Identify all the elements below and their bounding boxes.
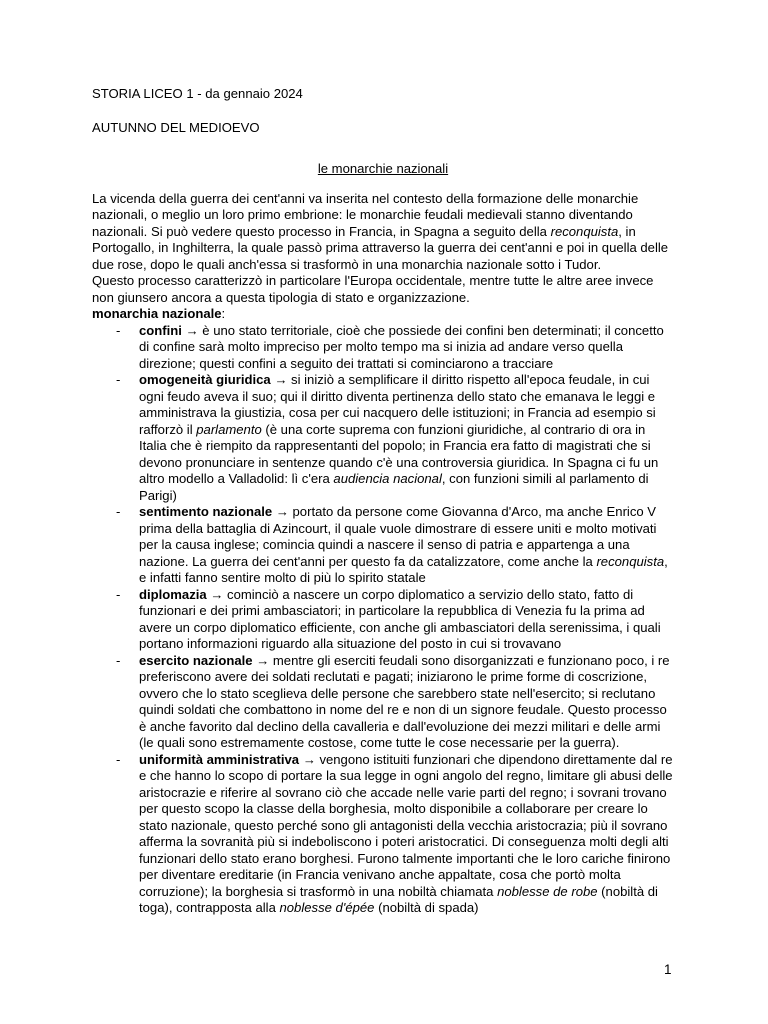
text-run: → è uno stato territoriale, cioè che possiede dei confini ben determinati; il concetto di confine sarà molto impreciso per molto tempo ma si inizia ad andare verso quella direzione; questi confini a seguito dei trattati si cominciarono a tracciare bbox=[139, 322, 664, 371]
list-item-term: uniformità amministrativa bbox=[139, 751, 300, 767]
text-run: Questo processo caratterizzò in particolare l'Europa occidentale, mentre tutte le altre aree invece non giunsero ancora a questa tipologia di stato e organizzazione. bbox=[92, 273, 654, 305]
text-run: , con funzioni simili al parlamento di Parigi) bbox=[139, 471, 649, 503]
text-run: → mentre gli eserciti feudali sono disorganizzati e funzionano poco, i re preferiscono avere dei soldati reclutati e pagati; iniziarono le prime forme di coscrizione, ovvero che lo stato sceglieva delle persone che sarebbero state nell'esercito; si reclutano quindi soldati che combattono in nome del re e non di un signore feudale. Questo processo è anche favorito dal declino della cavalleria e dall'evoluzione dei mezzi militari e delle armi (le quali sono estremamente costose, come tutte le cose necessarie per la guerra). bbox=[139, 652, 670, 750]
bullet-dash: - bbox=[116, 652, 121, 668]
document-header: STORIA LICEO 1 - da gennaio 2024 bbox=[92, 86, 303, 101]
bullet-dash: - bbox=[116, 751, 121, 767]
text-run: , in Portogallo, in Inghilterra, la quale passò prima attraverso la guerra dei cent'anni e poi in quella delle due rose, dopo le quali anch'essa si trasformò in una monarchia nazionale sotto i Tudor. bbox=[92, 223, 669, 272]
document-page bbox=[92, 86, 674, 917]
text-run: → vengono istituiti funzionari che dipendono direttamente dal re e che hanno lo scopo di portare la sua legge in ogni angolo del regno, limitare gli abusi delle aristocrazie e riferire al sovrano ciò che accade nelle varie parti del regno; i sovrani trovano per questo scopo la classe della borghesia, molto disponibile a collaborare per creare lo stato nazionale, questo perché sono gli antagonisti della vecchia aristocrazia; più il sovrano afferma la sovranità più si indeboliscono i poteri aristocratici. Di conseguenza molti degli alti funzionari dello stato erano borghesi. Furono talmente importanti che le loro cariche finirono per diventare ereditarie (in Francia venivano anche appaltate, cosa che portò molta corruzione); la borghesia si trasformò in una nobiltà chiamata bbox=[139, 751, 673, 899]
document-subheader: AUTUNNO DEL MEDIOEVO bbox=[92, 119, 260, 135]
text-run: , e infatti fanno sentire molto di più lo spirito statale bbox=[139, 553, 668, 585]
list-item bbox=[92, 323, 674, 373]
list-item bbox=[92, 372, 674, 504]
feature-list bbox=[92, 323, 674, 917]
text-run: → cominciò a nascere un corpo diplomatico a servizio dello stato, fatto di funzionari e dei primi ambasciatori; in particolare la repubblica di Venezia fu la prima ad avere un corpo diplomatico efficiente, con anche gli ambasciatori della serenissima, i quali portano informazioni riguardo alla situazione del posto in cui si trovavano bbox=[139, 586, 661, 651]
intro-paragraph bbox=[92, 273, 674, 306]
list-item bbox=[92, 587, 674, 653]
bullet-dash: - bbox=[116, 504, 121, 519]
bullet-dash: - bbox=[116, 586, 121, 602]
list-item-term: confini bbox=[139, 322, 182, 338]
italic-term: noblesse d'épée bbox=[279, 900, 375, 915]
bullet-dash: - bbox=[116, 372, 121, 387]
list-item-term: sentimento nazionale bbox=[139, 504, 273, 519]
list-item-term: diplomazia bbox=[139, 586, 207, 602]
text-run: (nobiltà di toga), contrapposta alla bbox=[139, 883, 658, 915]
list-item-text bbox=[139, 323, 664, 371]
page-number: 1 bbox=[664, 962, 672, 977]
italic-term: audiencia nacional bbox=[333, 471, 442, 486]
list-item-text bbox=[139, 372, 658, 503]
list-item bbox=[92, 653, 674, 752]
text-run: La vicenda della guerra dei cent'anni va inserita nel contesto della formazione delle monarchie nazionali, o meglio un loro primo embrione: le monarchie feudali medievali stanno diventando nazionali. Si può vedere questo processo in Francia, in Spagna a seguito della bbox=[92, 190, 639, 239]
list-item bbox=[92, 504, 674, 587]
italic-term: noblesse de robe bbox=[497, 883, 598, 899]
section-title: le monarchie nazionali bbox=[317, 161, 449, 176]
section-heading bbox=[92, 306, 674, 323]
text-run: → si iniziò a semplificare il diritto rispetto all'epoca feudale, in cui ogni feudo aveva il suo; qui il diritto diventa pertinenza dello stato che emanava le leggi e amministrava la giustizia, cosa per cui nacquero delle istituzioni; in Francia ad esempio si rafforzò il bbox=[139, 372, 656, 437]
list-item-text bbox=[139, 587, 661, 652]
italic-term: reconquista bbox=[596, 553, 665, 569]
list-item-term: esercito nazionale bbox=[139, 652, 253, 668]
list-item bbox=[92, 752, 674, 917]
section-heading-bold: monarchia nazionale bbox=[92, 306, 222, 321]
italic-term: parlamento bbox=[196, 421, 262, 437]
text-run: (nobiltà di spada) bbox=[374, 900, 479, 915]
text-run: (è una corte suprema con funzioni giuridiche, al contrario di ora in Italia che è riempito da rappresentanti del popolo; in Francia era fatto di magistrati che si devono pronunciare in sentenze quando c'è una controversia giuridica. In Spagna ci fu un altro modello a Valladolid: lì c'era bbox=[139, 421, 659, 486]
intro-paragraph bbox=[92, 191, 674, 274]
text-run: → portato da persone come Giovanna d'Arco, ma anche Enrico V prima della battaglia di Azincourt, il quale vuole dimostrare di essere uniti e molto motivati per la causa inglese; comincia quindi a nascere il senso di patria e appartenga a una nazione. La guerra dei cent'anni per questo fa da catalizzatore, come anche la bbox=[139, 504, 657, 569]
intro-text bbox=[92, 191, 674, 307]
section-heading-colon: : bbox=[221, 306, 226, 321]
list-item-term: omogeneità giuridica bbox=[139, 372, 271, 387]
italic-term: reconquista bbox=[550, 223, 619, 239]
list-item-text bbox=[139, 752, 673, 916]
bullet-dash: - bbox=[116, 322, 121, 338]
